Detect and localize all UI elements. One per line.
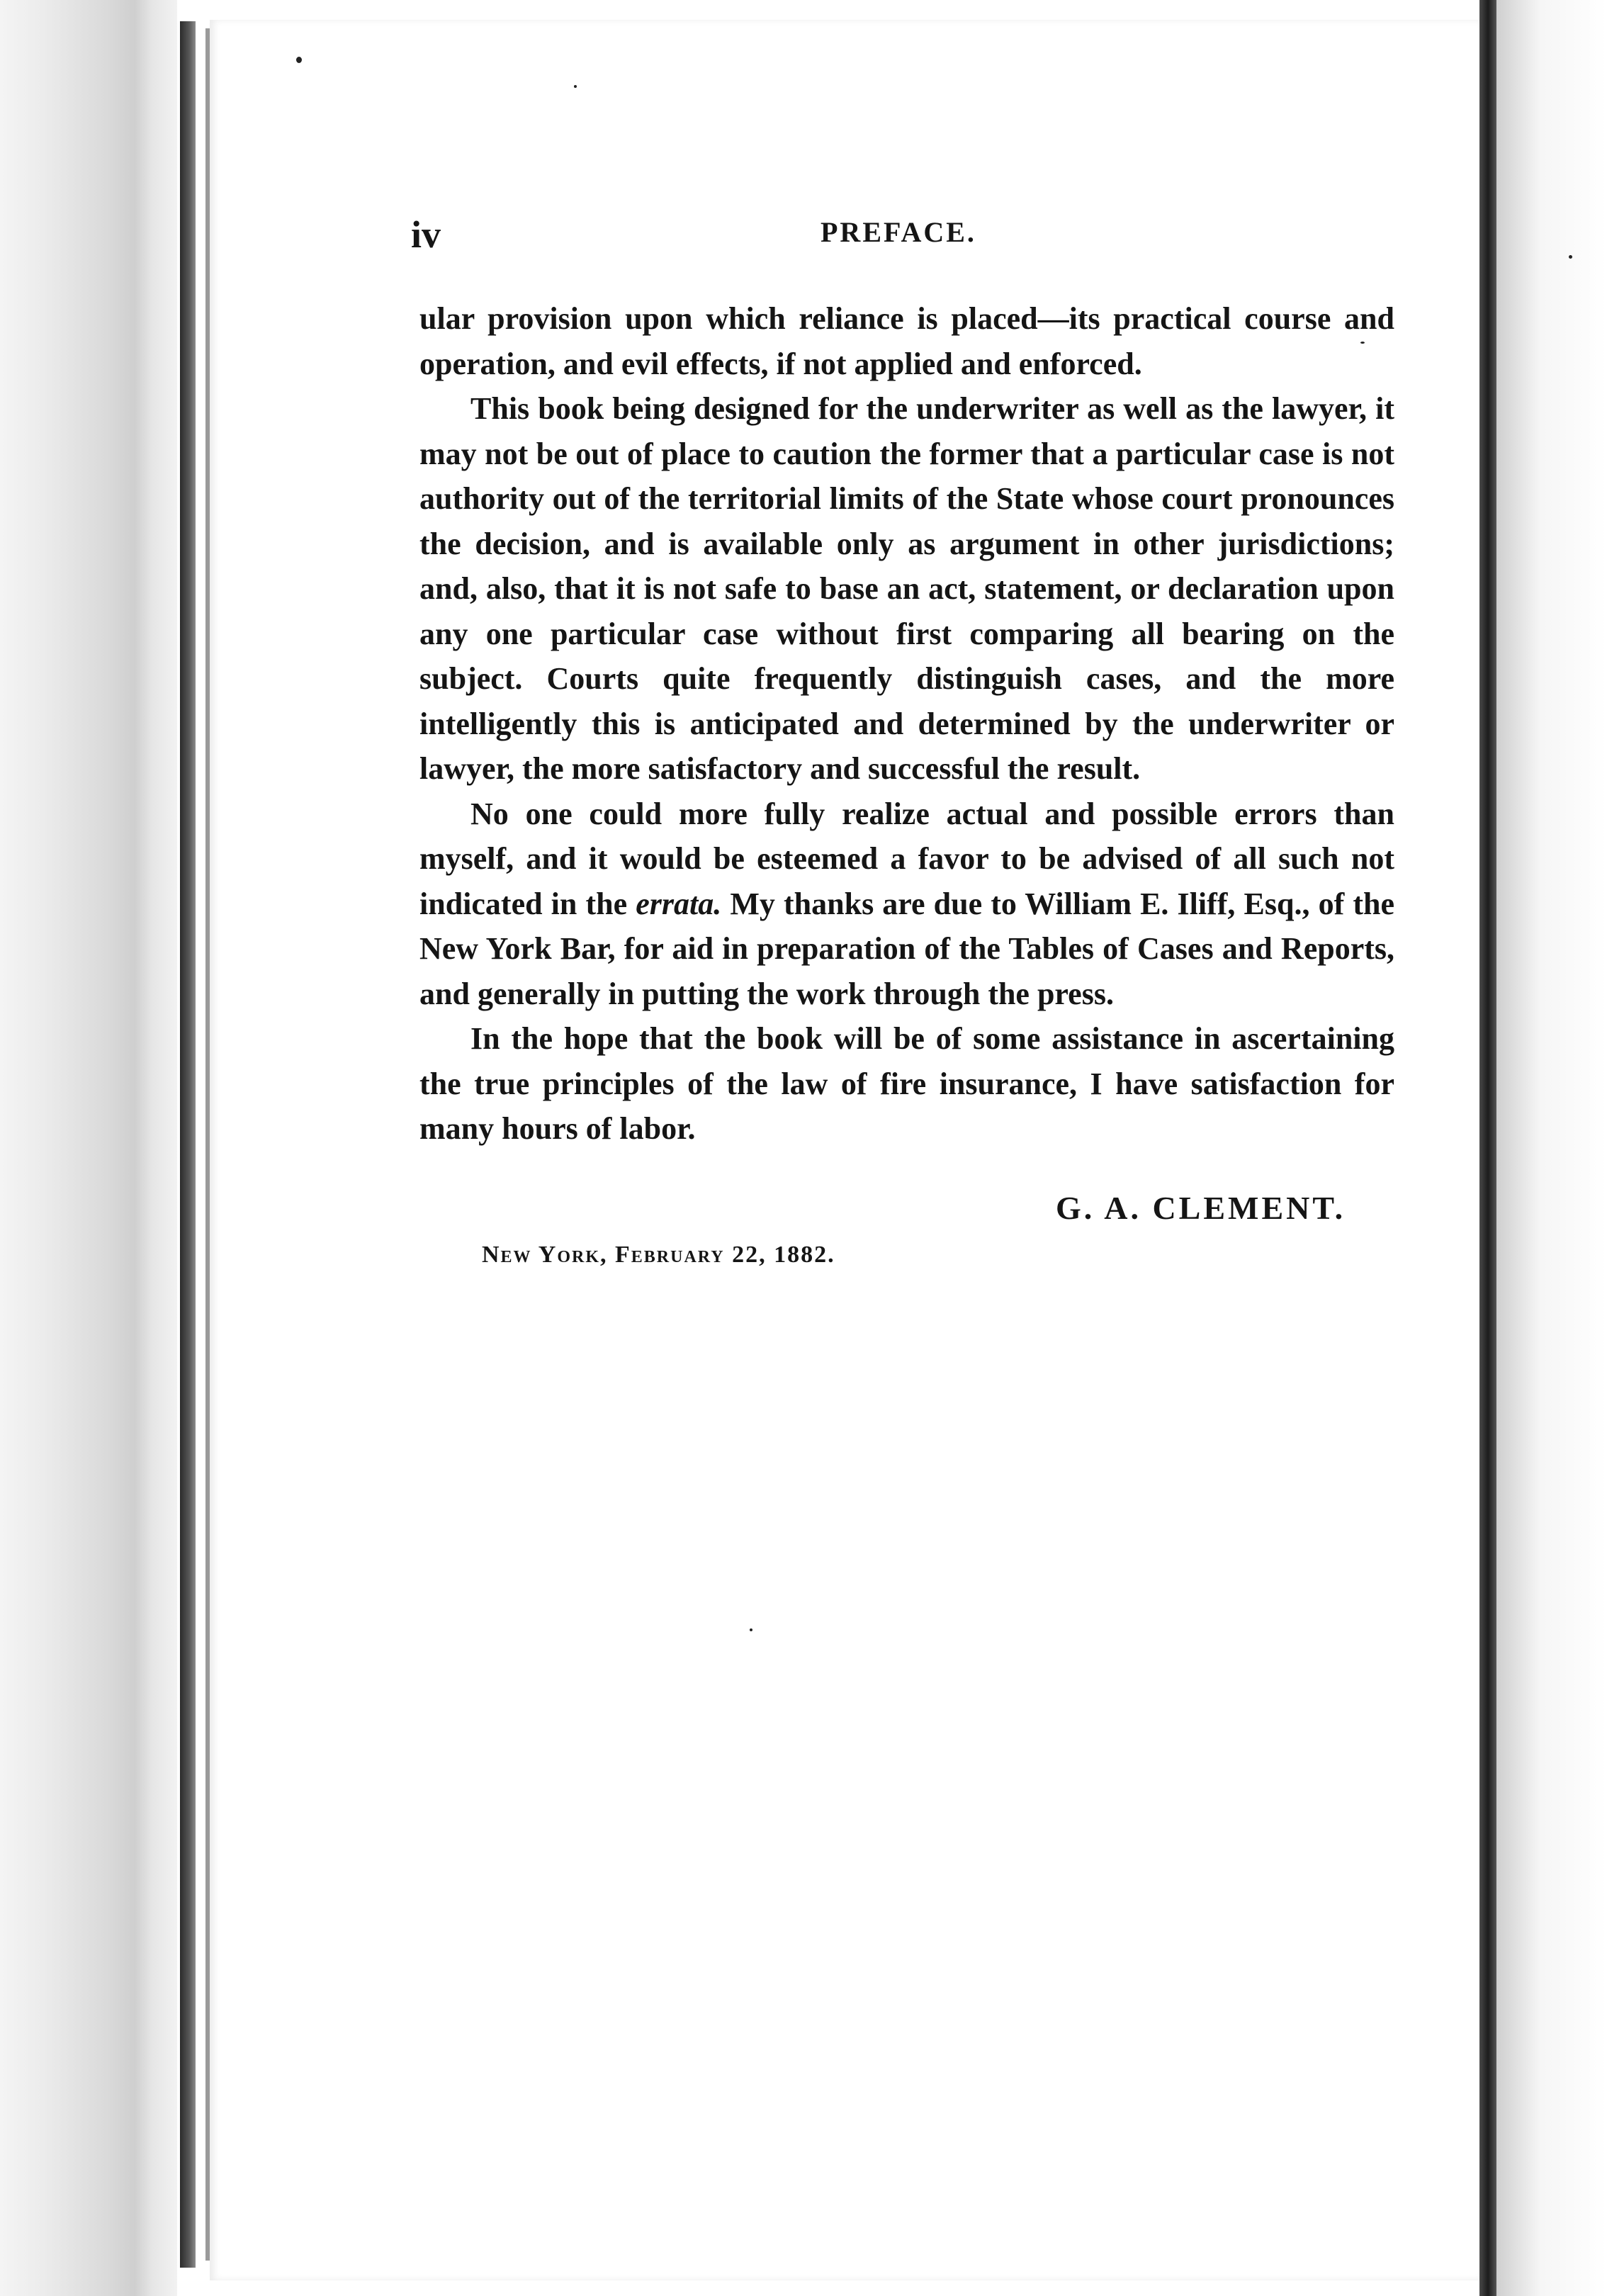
paragraph-continuation: ular provision upon which reliance is placed—its practical course and operation, and evil effects, if not applied and enforced. [419,301,1394,381]
scan-left-margin [0,0,177,2296]
errata-italic: errata. [636,886,722,921]
page-number: iv [411,213,441,256]
paragraph-acknowledgements [419,792,1394,1017]
acknowledgements-text-after: My thanks are due to William E. Iliff, Esq., of the New York Bar, for aid in preparation of the Tables of Cases and Reports, and generally in putting the work through the press. [419,886,1394,1011]
author-signature: G. A. CLEMENT. [1056,1190,1346,1226]
paragraph-caution: This book being designed for the underwriter as well as the lawyer, it may not be out of place to caution the former that a particular case is not authority out of the territorial limits of the State whose court pronounces the decision, and is available only as argument in other jurisdictions; and, also, that it is not safe to base an act, statement, or declaration upon any one particular case without first comparing all bearing on the subject. Courts quite frequently distinguish cases, and the more intelligently this is anticipated and determined by the underwriter or lawyer, the more satisfactory and successful the result. [419,391,1394,786]
dateline: New York, February 22, 1882. [482,1242,835,1268]
book-binding-shadow [180,21,196,2268]
paragraph-closing: In the hope that the book will be of some assistance in ascertaining the true principles of the law of fire insurance, I have satisfaction for many hours of labor. [419,1021,1394,1146]
scan-right-margin [1496,0,1607,2296]
preface-body [419,296,1394,1152]
scan-right-edge-shadow [1479,0,1496,2296]
running-head: PREFACE. [821,216,976,248]
page-header [411,213,1403,269]
acknowledgements-text-before: No one could more fully realize actual and possible errors than myself, and it would be esteemed a favor to be advised of all such not indicated in the [419,796,1394,921]
